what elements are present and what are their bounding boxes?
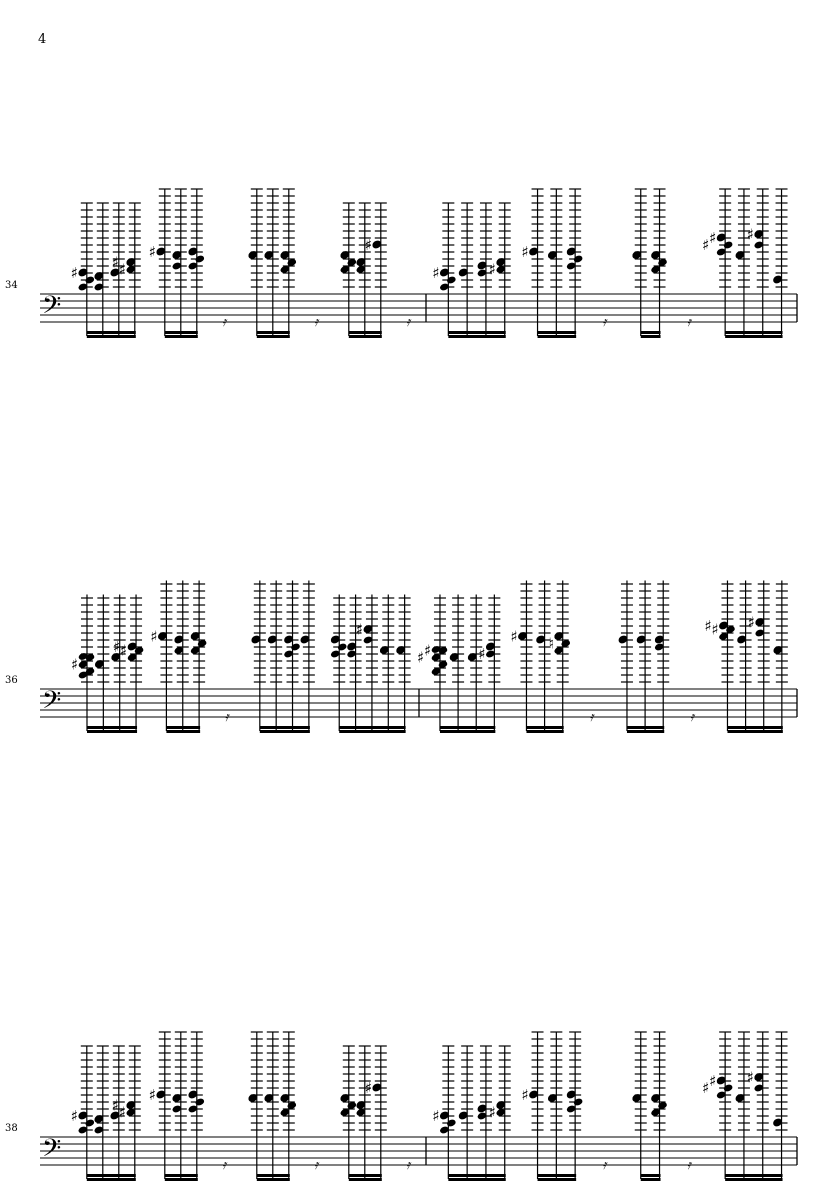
sharp-accidental: ♯ [111,253,120,272]
bass-clef: 𝄢 [42,291,62,326]
notehead [85,1118,95,1127]
measure-number: 34 [5,280,18,291]
sharp-accidental: ♯ [355,620,364,639]
sharp-accidental: ♯ [510,627,518,646]
measure-number: 36 [5,675,18,686]
sharp-accidental: ♯ [70,264,79,282]
sharp-accidental: ♯ [118,260,127,279]
beam [257,1174,290,1177]
sixteenth-rest: 𝄿 [314,315,318,330]
notehead [723,1083,733,1092]
sixteenth-rest: 𝄿 [686,1158,691,1173]
sixteenth-rest: 𝄿 [689,710,694,725]
sixteenth-rest: 𝄿 [222,1158,226,1173]
beam [165,1174,198,1177]
sharp-accidental: ♯ [148,1086,157,1104]
sixteenth-rest: 𝄿 [589,710,594,725]
sixteenth-rest: 𝄿 [314,1158,318,1173]
sharp-accidental: ♯ [711,620,719,639]
sixteenth-rest: 𝄿 [602,1158,607,1173]
sharp-accidental: ♯ [709,1072,717,1090]
beam [349,1174,382,1177]
sharp-accidental: ♯ [702,1079,710,1097]
beam [87,1174,136,1177]
sharp-accidental: ♯ [118,1103,127,1122]
sixteenth-rest: 𝄿 [686,315,691,330]
sixteenth-rest: 𝄿 [602,315,607,330]
sharp-accidental: ♯ [432,1107,440,1125]
sharp-accidental: ♯ [488,260,497,279]
sharp-accidental: ♯ [364,1079,373,1097]
sharp-accidental: ♯ [704,617,712,635]
bass-clef: 𝄢 [42,686,62,721]
sharp-accidental: ♯ [488,1103,497,1122]
sixteenth-rest: 𝄿 [224,710,229,725]
sharp-accidental: ♯ [150,627,158,646]
sharp-accidental: ♯ [364,236,373,254]
sharp-accidental: ♯ [113,638,121,656]
sharp-accidental: ♯ [70,1107,79,1125]
sharp-accidental: ♯ [702,236,710,254]
natural-accidental: ♮ [548,634,555,653]
sharp-accidental: ♯ [432,264,440,282]
sharp-accidental: ♯ [478,645,486,663]
sixteenth-rest: 𝄿 [406,315,410,330]
sharp-accidental: ♯ [70,655,79,674]
beam [538,1174,577,1177]
measure-number: 38 [5,1123,18,1134]
notehead [195,1097,205,1106]
notehead [446,1118,456,1127]
sharp-accidental: ♯ [416,648,425,667]
bass-clef: 𝄢 [42,1134,62,1169]
beam [448,1174,505,1177]
page-number: 4 [38,32,47,47]
sharp-accidental: ♯ [120,641,128,660]
sixteenth-rest: 𝄿 [406,1158,410,1173]
beam [725,1174,782,1177]
sharp-accidental: ♯ [709,229,717,247]
notehead [573,1097,583,1106]
sharp-accidental: ♯ [148,243,157,261]
sharp-accidental: ♯ [521,243,529,261]
sixteenth-rest: 𝄿 [222,315,226,330]
sharp-accidental: ♯ [746,225,755,244]
sharp-accidental: ♯ [521,1086,529,1104]
sharp-accidental: ♯ [423,641,432,660]
sharp-accidental: ♯ [747,613,755,632]
beam [641,1174,661,1177]
sharp-accidental: ♯ [111,1096,120,1115]
sharp-accidental: ♯ [746,1068,755,1087]
